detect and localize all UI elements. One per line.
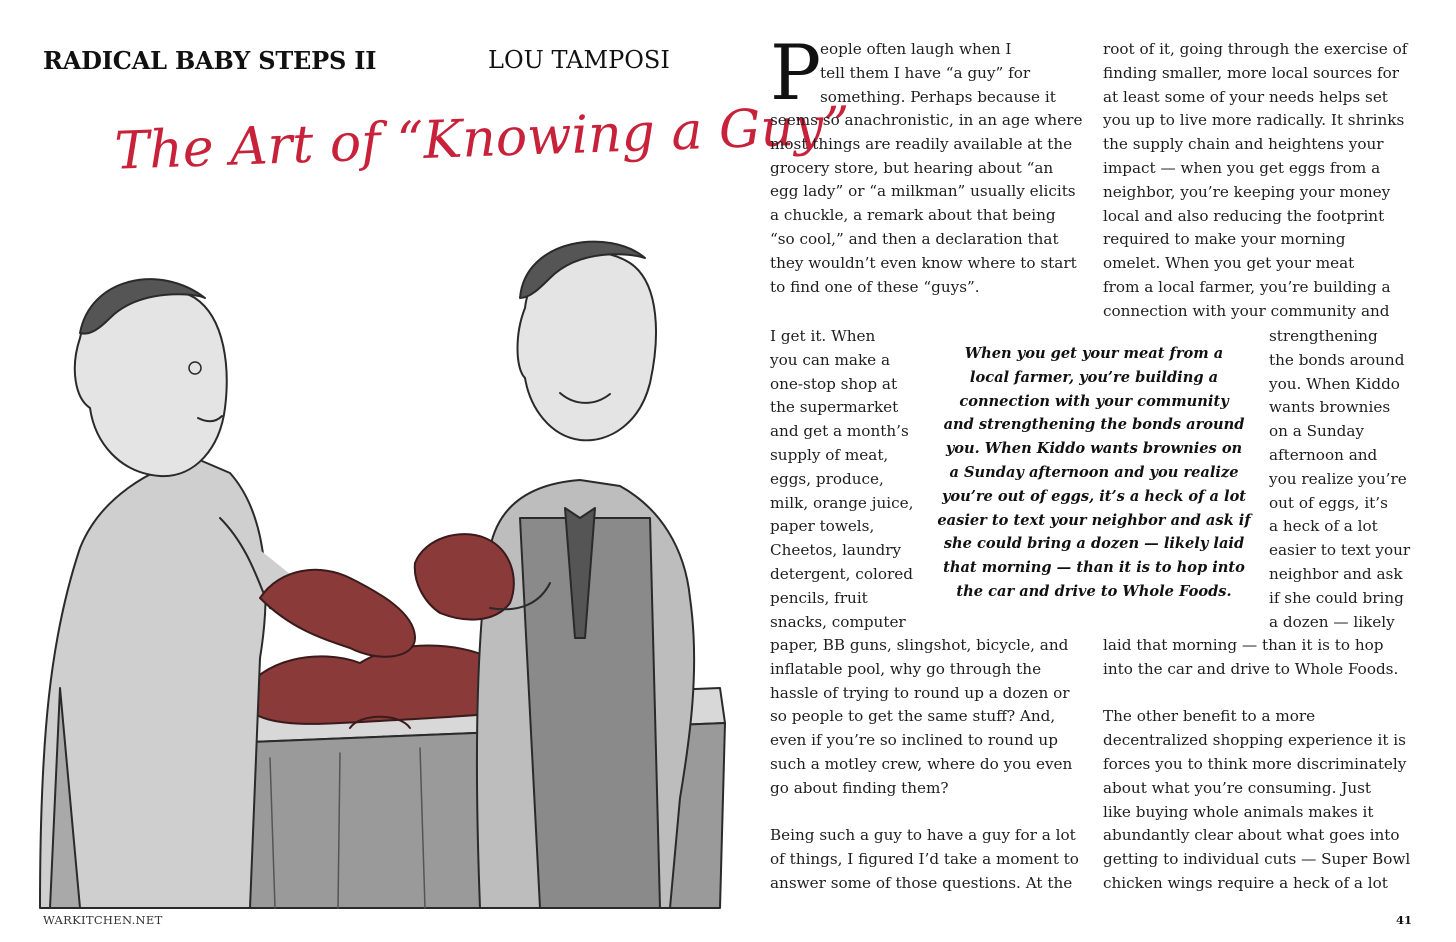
butchers-at-counter-icon — [40, 242, 725, 908]
butchers-illustration — [20, 218, 730, 918]
page-number: 41 — [1396, 913, 1413, 927]
column2-narrow-text: strengthening the bonds around you. When Kiddo wants brownies on a Sunday afternoon and you realize you’re out of eggs, it’s a heck of a lot easier to text your neighbor and ask if she could bring a dozen — likely — [1269, 327, 1411, 631]
author-name: LOU TAMPOSI — [488, 46, 670, 74]
pull-quote: When you get your meat from a local farmer, you’re building a connection with your community and strengthening the bonds around you. When Kiddo wants brownies on a Sunday afternoon and you realize you’re out of eggs, it’s a heck of a lot easier to text your neighbor and ask if she could bring a dozen — likely laid that morning — than it is to hop into the car and drive to Whole Foods. — [937, 345, 1251, 600]
series-title: RADICAL BABY STEPS II — [43, 46, 377, 75]
drop-cap: P — [770, 28, 822, 117]
column1-intro-short: eople often laugh when I tell them I have “a guy” for something. Perhaps because it — [820, 40, 1056, 106]
column1-wide-text: paper, BB guns, slingshot, bicycle, and inflatable pool, why go through the hassle of trying to round up a dozen or so people to get the same stuff? And, even if you’re so inclined to round up such a motley crew, where do you even go about finding them? Being such a guy to have a guy for a lot of things, I figured I’d take a moment to answer some of those questions. At the — [770, 636, 1079, 892]
column1-narrow-text: I get it. When you can make a one-stop shop at the supermarket and get a month’s supply of meat, eggs, produce, milk, orange juice, paper towels, Cheetos, laundry detergent, colored pencils, fruit snacks, computer — [770, 327, 914, 631]
footer-website: WARKITCHEN.NET — [43, 913, 163, 927]
article-title: The Art of “Knowing a Guy” — [113, 96, 851, 182]
column2-bottom-text: laid that morning — than it is to hop into the car and drive to Whole Foods. The other benefit to a more decentralized shopping experience it is forces you to think more discriminately about what you’re consuming. Just like buying whole animals makes it abundantly clear about what goes into getting to individual cuts — Super Bowl chicken wings require a heck of a lot — [1103, 636, 1411, 892]
column1-intro: seems so anachronistic, in an age where most things are readily available at the grocery store, but hearing about “an egg lady” or “a milkman” usually elicits a chuckle, a remark about that being “so cool,” and then a declaration that they wouldn’t even know where to start to find one of these “guys”. — [770, 111, 1083, 296]
column2-top-text: root of it, going through the exercise of finding smaller, more local sources for at least some of your needs helps set you up to live more radically. It shrinks the supply chain and heightens your impact — when you get eggs from a neighbor, you’re keeping your money local and also reducing the footprint required to make your morning omelet. When you get your meat from a local farmer, you’re building a connection with your community and — [1103, 40, 1408, 320]
